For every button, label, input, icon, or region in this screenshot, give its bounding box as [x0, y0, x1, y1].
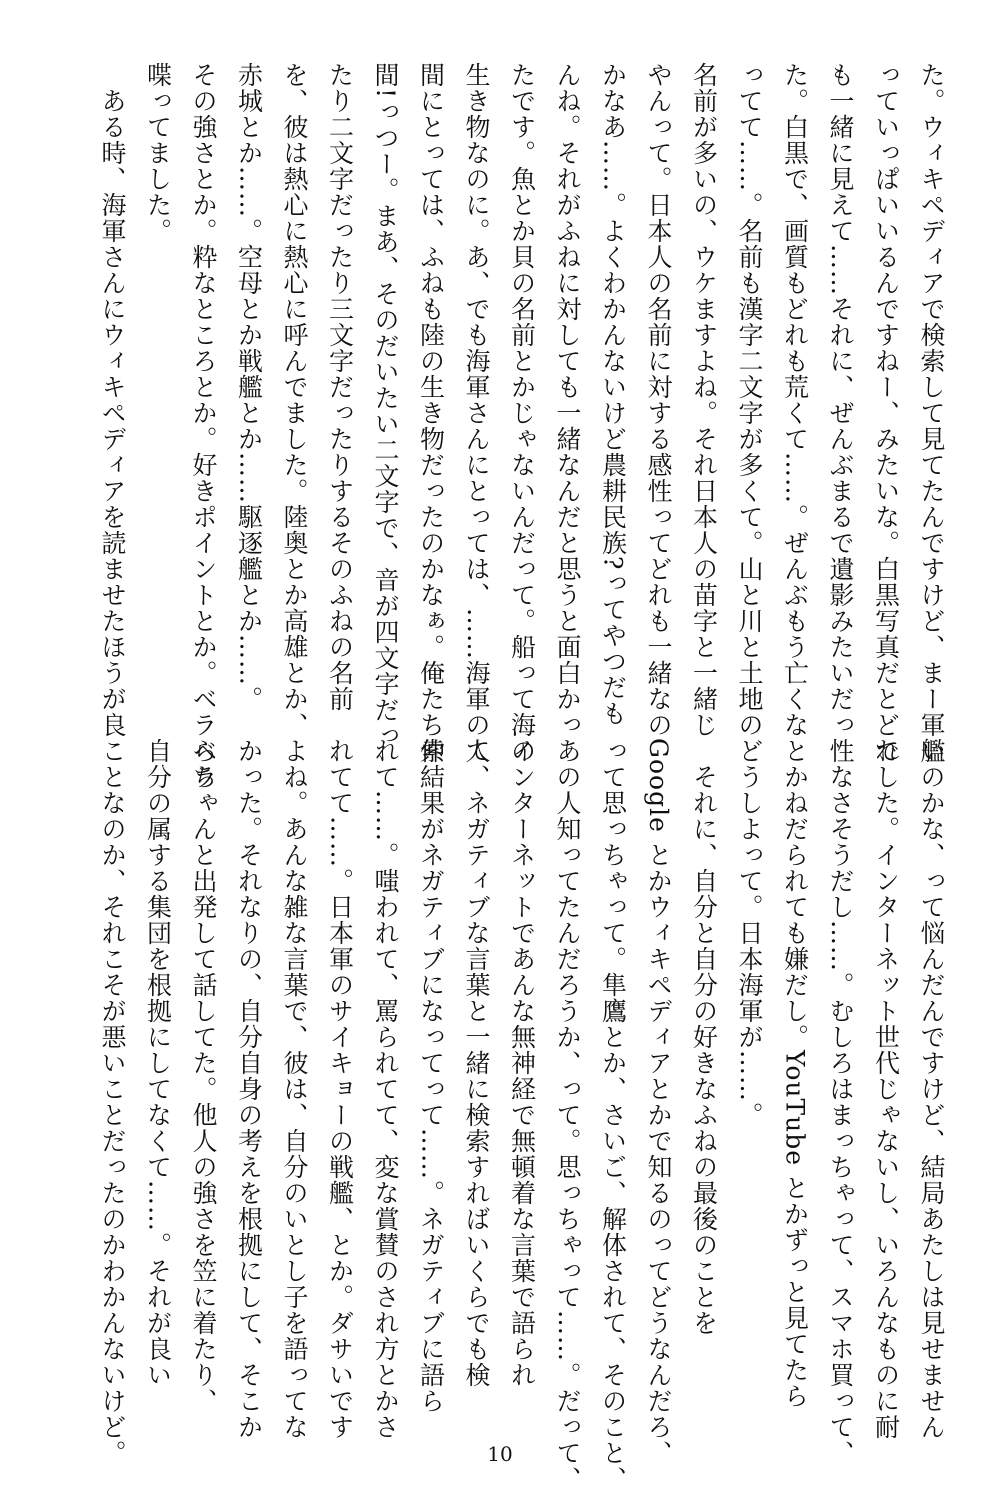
- text-line: って思っちゃって。隼鷹とか、さいご、解体されて、そのこと、: [598, 738, 628, 1492]
- text-line: ある時、海軍さんにウィキペディアを読ませたほうが良: [98, 62, 127, 738]
- text-line: 自分の属する集団を根拠にしてなくて……。それが良い: [143, 738, 173, 1388]
- text-line: かった。それなりの、自分自身の考えを根拠にして、そこか: [234, 738, 264, 1440]
- text-line: 喋ってました。: [143, 62, 173, 244]
- text-line: っていっぱいいるんですねー、みたいな。白黒写真だとどれ: [871, 62, 901, 764]
- text-line: 間にとっては、ふねも陸の生き物だったのかなぁ。俺たち仲: [416, 62, 446, 764]
- text-line: かなあ……。よくわかんないけど農耕民族?ってやつだも: [598, 62, 628, 727]
- text-line: た。白黒で、画質もどれも荒くて……。ぜんぶもう亡くな: [780, 62, 810, 738]
- text-line: らちゃんと出発して話してた。他人の強さを笠に着たり、: [189, 738, 218, 1414]
- text-line: たです。魚とか貝の名前とかじゃないんだって。船って海の: [507, 62, 537, 764]
- text-line: Google とかウィキペディアとかで知るのってどうなんだろ、: [644, 738, 673, 1466]
- text-line: を、彼は熱心に熱心に呼んでました。陸奥とか高雄とか、: [280, 62, 309, 738]
- text-line: 間!っつー。まあ、そのだいたい二文字で、音が四文字だっ: [371, 62, 400, 750]
- text-line: それに、自分と自分の好きなふねの最後のことを: [689, 738, 719, 1336]
- text-line: て、ネガティブな言葉と一緒に検索すればいくらでも検: [462, 738, 491, 1388]
- text-line: 性なさそうだし……。むしろはまっちゃって、スマホ買って、: [826, 738, 855, 1466]
- upper-text-block: [98, 62, 954, 790]
- text-line: れて……。嗤われて、罵られてて、変な賞賛のされ方とかさ: [371, 738, 400, 1440]
- text-line: どうしよって。日本海軍が……。: [735, 738, 764, 1128]
- text-line: も一緒に見えて……それに、ぜんぶまるで遺影みたいだっ: [826, 62, 855, 738]
- text-line: あの人知ってたんだろうか、って。思っちゃって……。だって、: [553, 738, 582, 1492]
- text-line: 索結果がネガティブになってって……。ネガティブに語ら: [416, 738, 446, 1414]
- text-line: でした。インターネット世代じゃないし、いろんなものに耐: [871, 738, 901, 1440]
- text-line: れてて……。日本軍のサイキョーの戦艦、とか。ダサいです: [325, 738, 355, 1440]
- text-line: 赤城とか……。空母とか戦艦とか……駆逐艦とか……。: [234, 62, 264, 712]
- text-line: その強さとか。粋なところとか。好きポイントとか。ベラベラ: [189, 62, 218, 790]
- text-line: んね。それがふねに対しても一緒なんだと思うと面白かっ: [553, 62, 582, 738]
- text-line: やんって。日本人の名前に対する感性ってどれも一緒なの: [644, 62, 673, 738]
- text-line: ことなのか、それこそが悪いことだったのかわかんないけど。: [98, 738, 127, 1466]
- text-line: よね。あんな雑な言葉で、彼は、自分のいとし子を語ってな: [280, 738, 309, 1440]
- text-line: いのかな、って悩んだんですけど、結局あたしは見せません: [917, 738, 946, 1440]
- text-line: インターネットであんな無神経で無頓着な言葉で語られ: [507, 738, 537, 1388]
- text-line: たり二文字だったり三文字だったりするそのふねの名前: [325, 62, 355, 712]
- text-line: 名前が多いの、ウケますよね。それ日本人の苗字と一緒じ: [689, 62, 719, 738]
- text-line: ってて……。名前も漢字二文字が多くて。山と川と土地の: [735, 62, 764, 738]
- text-line: 生き物なのに。あ、でも海軍さんにとっては、……海軍の人: [462, 62, 491, 764]
- text-line: た。ウィキペディアで検索して見てたんですけど、まー軍艦: [917, 62, 946, 764]
- text-line: とかねだられても嫌だし。YouTube とかずっと見てたら: [780, 738, 810, 1410]
- page-number: 10: [487, 1442, 513, 1466]
